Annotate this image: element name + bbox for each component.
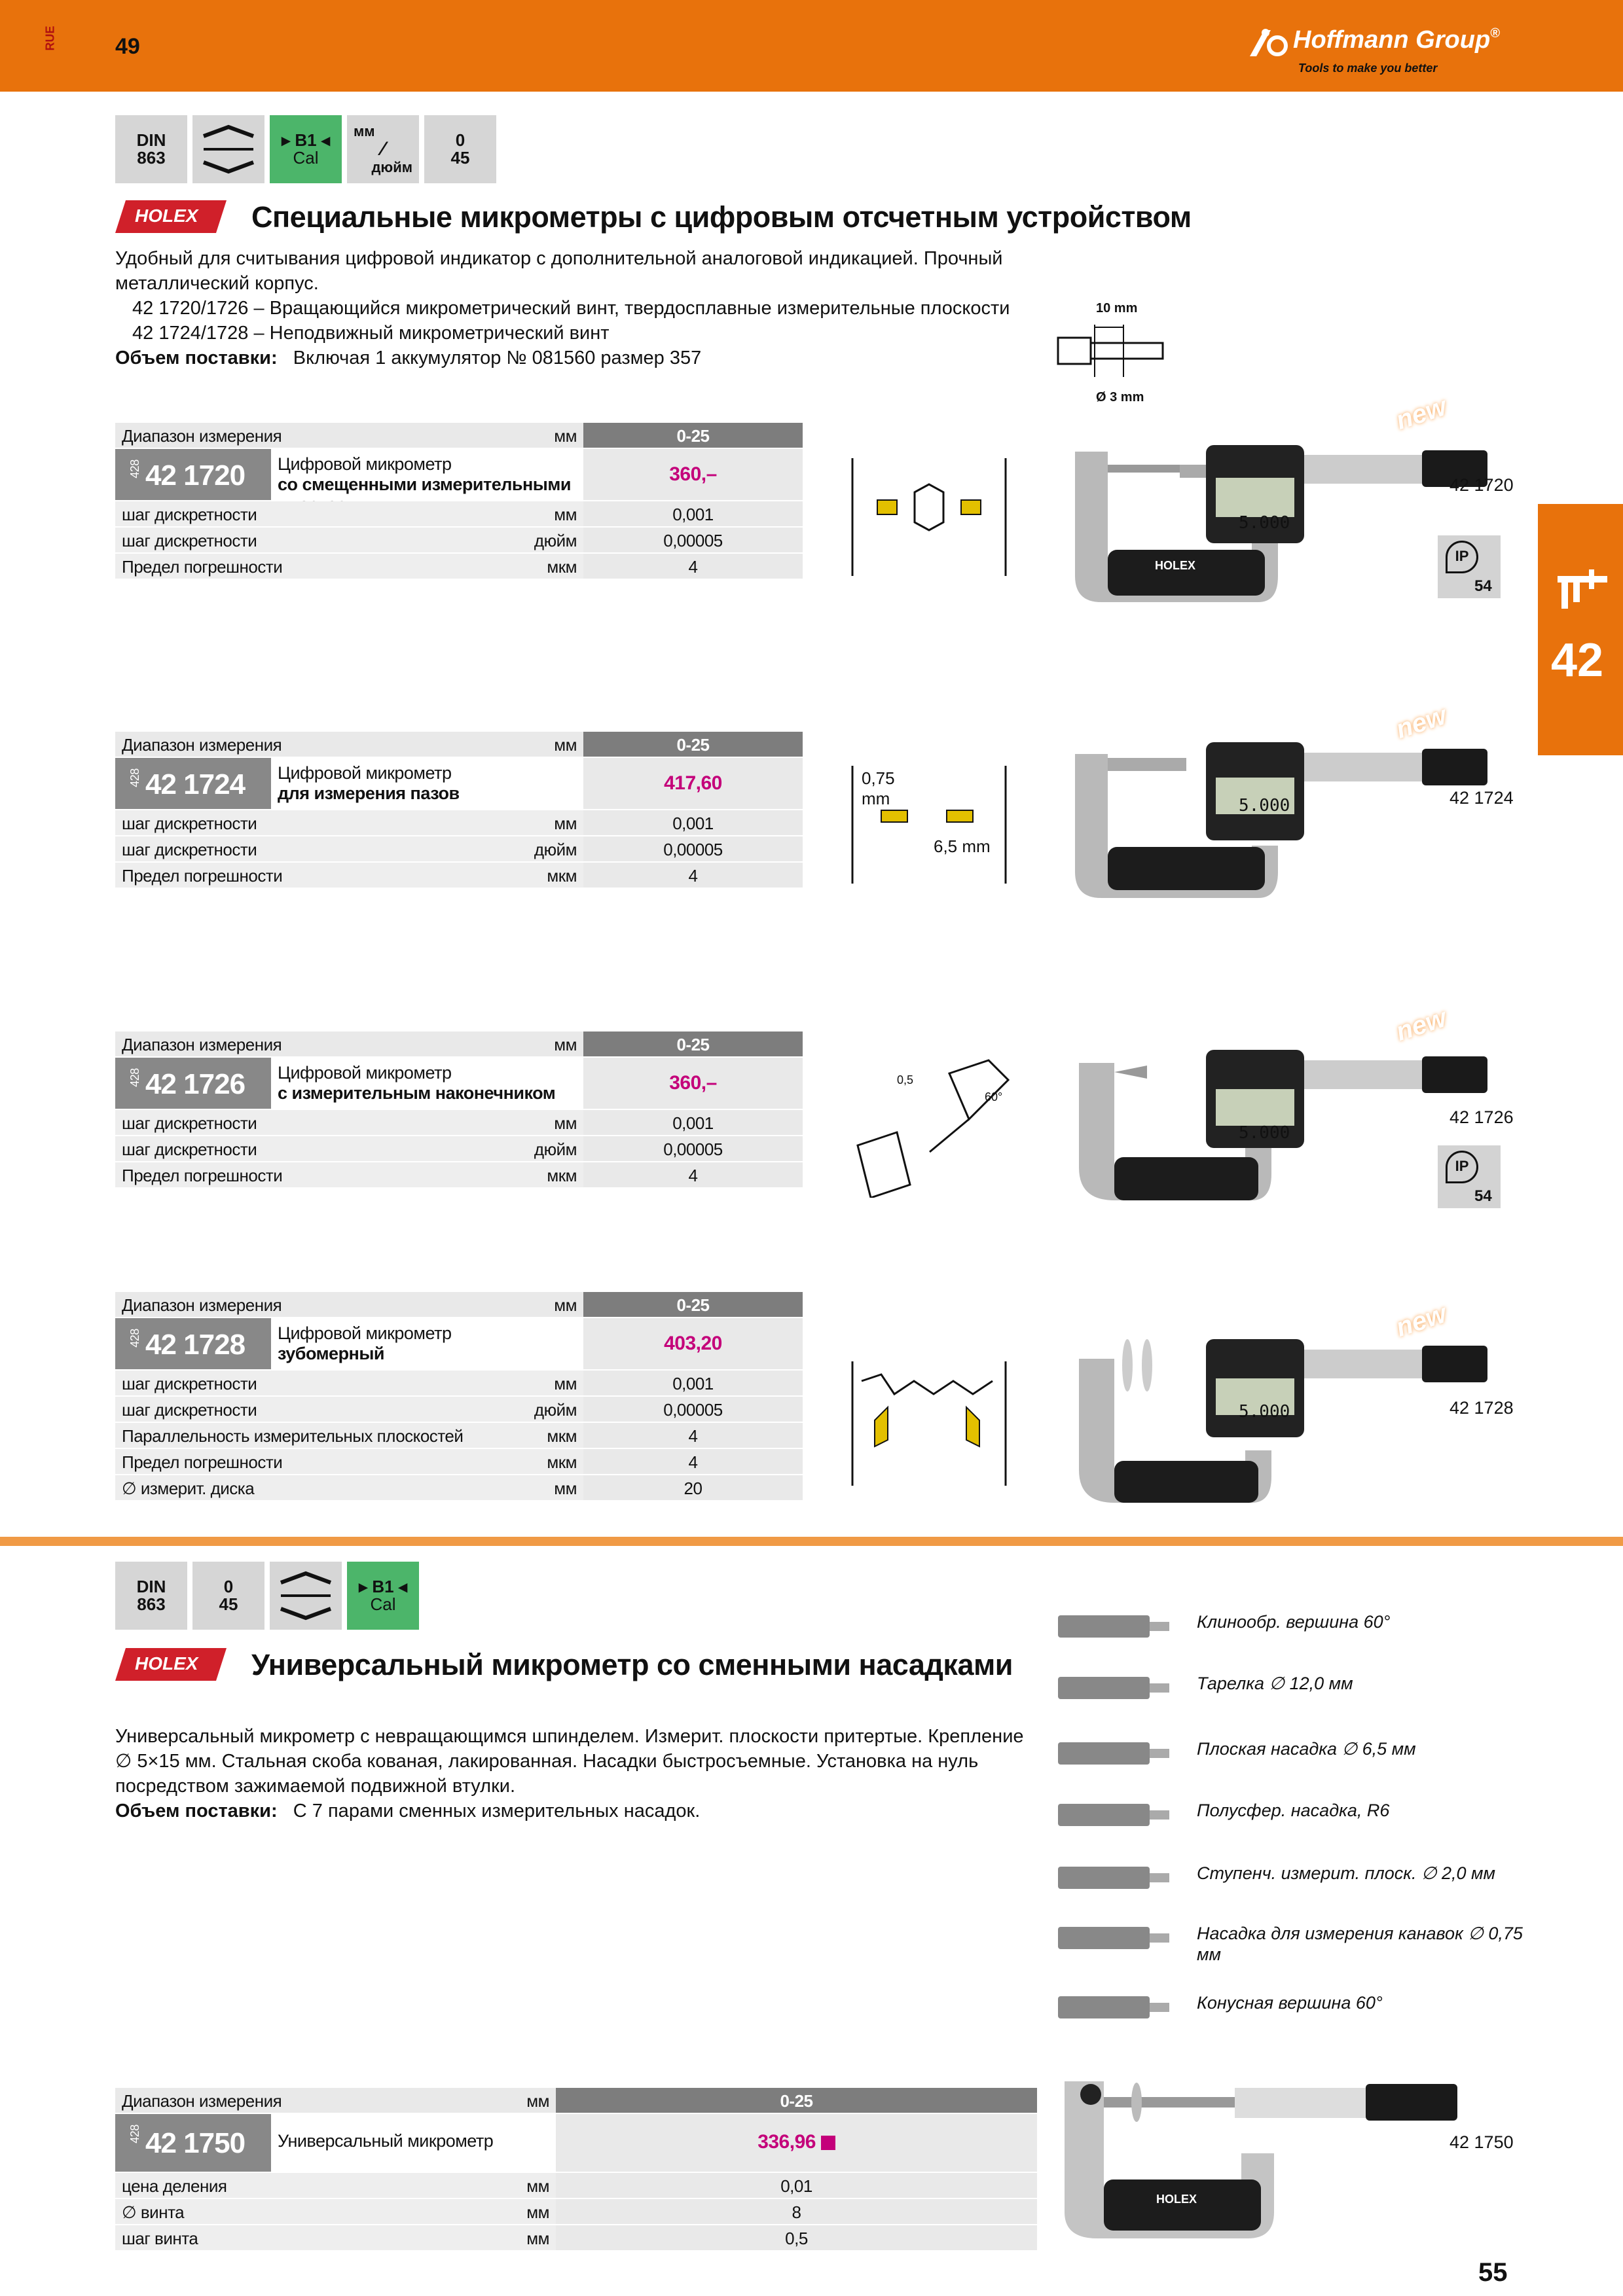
- table-row: Диапазон измерения мм 0-25: [115, 1292, 803, 1318]
- spec-table-0: [115, 423, 803, 580]
- photo-article-number: 42 1728: [1450, 1398, 1514, 1418]
- protection-range-icon: 0 45: [424, 115, 496, 183]
- anvil-tip-icon: [1057, 1987, 1175, 2026]
- page-number: 55: [1478, 2258, 1508, 2287]
- anvil-tip-item: Конусная вершина 60°: [1057, 1982, 1567, 2034]
- table-row: шаг винта мм 0,5: [115, 2225, 1037, 2251]
- dimension-drawing: 10 mm Ø 3 mm: [1054, 301, 1165, 406]
- section-title-2: Универсальный микрометр со сменными насадками: [251, 1648, 1013, 1681]
- hoffmann-logo-icon: [1247, 26, 1289, 59]
- spec-table-421750: [115, 2088, 1037, 2251]
- anvil-tip-icon: [1057, 1733, 1175, 1772]
- new-badge: new: [1392, 392, 1450, 435]
- table-row: шаг дискретности дюйм 0,00005: [115, 528, 803, 554]
- article-number-box: 428 42 1724: [115, 758, 271, 809]
- article-number-box: 428 42 1726: [115, 1058, 271, 1109]
- product-row[interactable]: [115, 1318, 803, 1371]
- table-row: Предел погрешности мкм 4: [115, 1449, 803, 1475]
- table-row: Диапазон измерения мм 0-25: [115, 2088, 1037, 2114]
- price: 336,96: [556, 2114, 1037, 2172]
- section-description-2: Универсальный микрометр с невращающимся шпинделем. Измерит. плоскости притертые. Крепление ∅ 5×15 мм. Стальная скоба кованая, лакированная. Насадки быстросъемные. Установка на нуль посредством зажимаемой подвижной втулки. Объем поставки: С 7 парами сменных измерительных насадок.: [115, 1726, 1024, 1821]
- anvil-tip-item: Ступенч. измерит. плоск. ∅ 2,0 мм: [1057, 1852, 1567, 1905]
- measuring-faces-icon: [192, 115, 264, 183]
- anvil-tip-item: Насадка для измерения канавок ∅ 0,75 мм: [1057, 1912, 1567, 1965]
- calibration-icon: ▸ B1 ◂ Cal: [347, 1562, 419, 1630]
- holex-logo-text: HOLEX: [135, 1653, 198, 1674]
- spec-table-2: [115, 1031, 803, 1189]
- table-row: Предел погрешности мкм 4: [115, 554, 803, 580]
- measuring-faces-icon: [270, 1562, 342, 1630]
- brand-name: Hoffmann Group®: [1293, 26, 1500, 54]
- table-row: шаг дискретности дюйм 0,00005: [115, 836, 803, 863]
- offset-faces-drawing: [848, 458, 1012, 576]
- anvil-tip-item: Плоская насадка ∅ 6,5 мм: [1057, 1728, 1567, 1780]
- lcd-display: 5.000: [1239, 1402, 1290, 1422]
- product-photo-421750[interactable]: [1058, 2062, 1464, 2245]
- micrometer-image: [1055, 1333, 1514, 1516]
- table-row: шаг дискретности дюйм 0,00005: [115, 1136, 803, 1162]
- product-name: Цифровой микрометр со смещенными измерительными: [278, 454, 571, 494]
- holex-logo-text: HOLEX: [135, 206, 198, 226]
- lcd-display: 5.000: [1239, 513, 1290, 533]
- product-row[interactable]: [115, 449, 803, 501]
- anvil-tip-icon: [1057, 1795, 1175, 1834]
- price: 403,20: [583, 1318, 803, 1369]
- table-row: Предел погрешности мкм 4: [115, 863, 803, 889]
- micrometer-image: [1055, 734, 1514, 905]
- price: 360,–: [583, 449, 803, 500]
- language-code: RUE: [43, 26, 57, 51]
- new-badge: new: [1392, 1299, 1450, 1342]
- table-row: Диапазон измерения мм 0-25: [115, 1031, 803, 1058]
- calibration-icon: ▸ B1 ◂ Cal: [270, 115, 342, 183]
- din-863-icon: DIN 863: [115, 1562, 187, 1630]
- anvil-tip-icon: [1057, 1606, 1175, 1645]
- price: 417,60: [583, 758, 803, 809]
- photo-article-number: 42 1724: [1450, 788, 1514, 808]
- protection-range-icon: 0 45: [192, 1562, 264, 1630]
- product-name: Цифровой микрометр зубомерный: [278, 1323, 452, 1363]
- new-badge: new: [1392, 1003, 1450, 1047]
- product-name: Цифровой микрометр с измерительным наконечником: [278, 1063, 556, 1103]
- slot-drawing: 0,75 mm 6,5 mm: [862, 768, 991, 856]
- price: 360,–: [583, 1058, 803, 1109]
- holex-label: HOLEX: [1156, 2193, 1197, 2206]
- feature-icons-2: [115, 1562, 429, 1630]
- anvil-tip-icon: [1057, 1857, 1175, 1897]
- holex-logo[interactable]: [115, 1648, 227, 1681]
- table-row: ∅ винта мм 8: [115, 2199, 1037, 2225]
- unit-switch-icon: мм ⁄ дюйм: [347, 115, 419, 183]
- photo-article-number: 42 1726: [1450, 1107, 1514, 1127]
- table-row: Диапазон измерения мм 0-25: [115, 423, 803, 449]
- new-badge: new: [1392, 701, 1450, 744]
- section-title: Специальные микрометры с цифровым отсчетным устройством: [251, 200, 1192, 234]
- gear-tooth-drawing: [848, 1361, 1012, 1486]
- section-description: Удобный для считывания цифровой индикатор с дополнительной аналоговой индикацией. Прочный металлический корпус. 42 1720/1726 – Вращающийся микрометрический винт, твердосплавные измерительные плоскости 42 1724/1728 – Неподвижный микрометрический винт Объем поставки: Включая 1 аккумулятор № 081560 размер 357: [115, 248, 1010, 368]
- table-row: цена деления мм 0,01: [115, 2173, 1037, 2199]
- anvil-tip-item: Тарелка ∅ 12,0 мм: [1057, 1662, 1567, 1715]
- photo-article-number: 42 1720: [1450, 475, 1514, 495]
- anvil-tip-item: Клинообр. вершина 60°: [1057, 1601, 1567, 1653]
- table-row: шаг дискретности мм 0,001: [115, 810, 803, 836]
- product-photo-421728[interactable]: [1055, 1299, 1514, 1516]
- product-photo-421724[interactable]: [1055, 701, 1514, 905]
- caliper-icon: [1558, 567, 1610, 613]
- hoffmann-logo[interactable]: [1247, 24, 1522, 82]
- table-row: Предел погрешности мкм 4: [115, 1162, 803, 1189]
- photo-article-number: 42 1750: [1450, 2132, 1514, 2152]
- table-row: шаг дискретности мм 0,001: [115, 501, 803, 528]
- chapter-tab[interactable]: [1538, 504, 1623, 755]
- article-number-box: 428 42 1720: [115, 449, 271, 500]
- brand-tagline: Tools to make you better: [1298, 62, 1438, 75]
- article-number-box: 428 42 1750: [115, 2114, 271, 2172]
- article-number-box: 428 42 1728: [115, 1318, 271, 1369]
- catalog-page-number: 49: [115, 34, 140, 59]
- lcd-display: 5.000: [1239, 796, 1290, 816]
- table-row: Параллельность измерительных плоскостей мкм 4: [115, 1423, 803, 1449]
- anvil-tip-item: Полусфер. насадка, R6: [1057, 1789, 1567, 1842]
- anvil-tip-icon: [1057, 1918, 1175, 1957]
- table-row: шаг дискретности дюйм 0,00005: [115, 1397, 803, 1423]
- lcd-display: 5.000: [1239, 1123, 1290, 1143]
- holex-logo[interactable]: [115, 200, 227, 233]
- table-row: шаг дискретности мм 0,001: [115, 1371, 803, 1397]
- feature-icons: [115, 115, 508, 183]
- product-row[interactable]: [115, 1058, 803, 1110]
- product-row[interactable]: [115, 758, 803, 810]
- product-name: Цифровой микрометр для измерения пазов: [278, 763, 460, 803]
- anvil-tip-icon: [1057, 1668, 1175, 1707]
- din-863-icon: DIN 863: [115, 115, 187, 183]
- spec-table-1: [115, 732, 803, 889]
- micrometer-image: [1058, 2062, 1464, 2245]
- table-row: Диапазон измерения мм 0-25: [115, 732, 803, 758]
- ip-rating-badge: IP 54: [1438, 535, 1501, 598]
- price-marker-icon: [821, 2136, 835, 2150]
- table-row: шаг дискретности мм 0,001: [115, 1110, 803, 1136]
- holex-label: HOLEX: [1155, 559, 1196, 572]
- product-row[interactable]: 428 42 1750 Универсальный микрометр 336,96: [115, 2114, 1037, 2173]
- ip-rating-badge: IP 54: [1438, 1145, 1501, 1208]
- chapter-number: 42: [1551, 634, 1604, 687]
- table-row: ∅ измерит. диска мм 20: [115, 1475, 803, 1501]
- spec-table-3: [115, 1292, 803, 1501]
- section-divider: [0, 1537, 1623, 1546]
- probe-tip-drawing: 0,5 60°: [845, 1054, 1015, 1198]
